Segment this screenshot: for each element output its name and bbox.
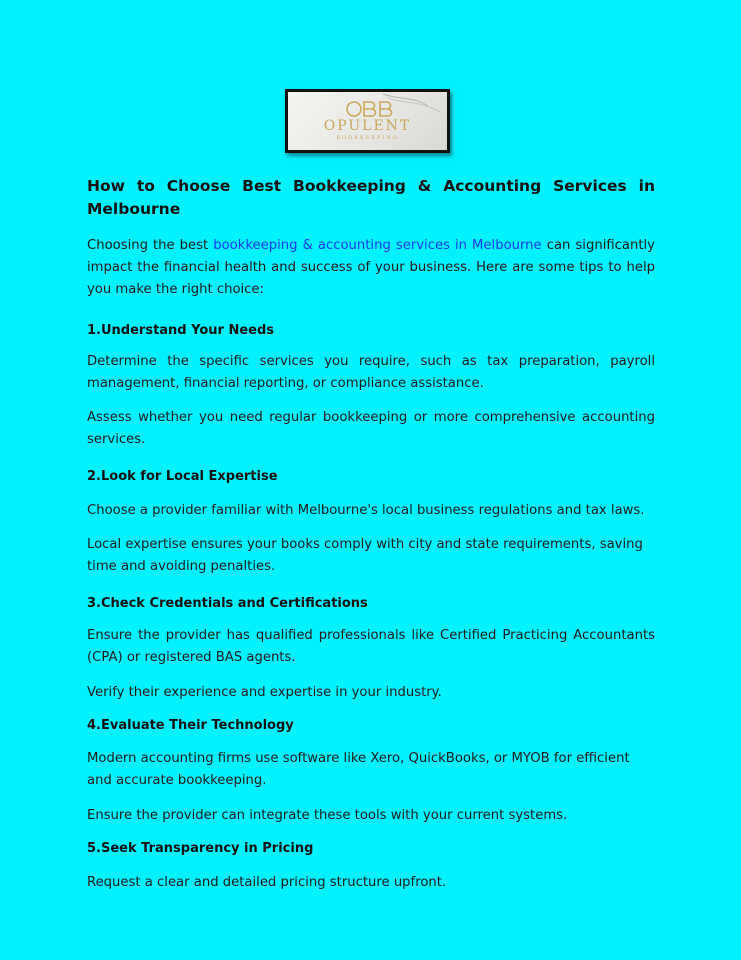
- section-5-paragraph-1: Request a clear and detailed pricing structure upfront.: [87, 875, 447, 890]
- logo-wordmark: OPULENT: [323, 118, 412, 134]
- section-heading-2: 2.Look for Local Expertise: [87, 469, 278, 484]
- intro-text-after: can significantly impact the financial health and success of your business. Here are some tips to help you make the right choice:: [87, 238, 655, 297]
- section-1-paragraph-2: Assess whether you need regular bookkeeping or more comprehensive accounting services.: [87, 410, 655, 447]
- section-heading-4: 4.Evaluate Their Technology: [87, 718, 294, 733]
- section-1-paragraph-1: Determine the specific services you require, such as tax preparation, payroll management, financial reporting, or compliance assistance.: [87, 354, 655, 391]
- section-heading-1: 1.Understand Your Needs: [87, 323, 275, 338]
- services-link[interactable]: bookkeeping & accounting services in Melbourne: [213, 238, 542, 253]
- section-3-paragraph-2: Verify their experience and expertise in your industry.: [87, 685, 442, 700]
- page-title: How to Choose Best Bookkeeping & Accounting Services in Melbourne: [87, 177, 655, 218]
- logo-tagline: BOOKKEEPING: [336, 135, 399, 141]
- article-body: [87, 175, 655, 894]
- section-2-paragraph-2: Local expertise ensures your books comply with city and state requirements, saving time and avoiding penalties.: [87, 537, 643, 574]
- section-4-paragraph-1: Modern accounting firms use software like Xero, QuickBooks, or MYOB for efficient and accurate bookkeeping.: [87, 751, 630, 788]
- section-heading-3: 3.Check Credentials and Certifications: [87, 596, 368, 611]
- section-3-paragraph-1: Ensure the provider has qualified professionals like Certified Practicing Accountants (CPA) or registered BAS agents.: [87, 628, 655, 665]
- section-2-paragraph-1: Choose a provider familiar with Melbourne's local business regulations and tax laws.: [87, 503, 645, 518]
- company-logo: [285, 89, 450, 153]
- section-4-paragraph-2: Ensure the provider can integrate these tools with your current systems.: [87, 808, 568, 823]
- intro-paragraph: [87, 235, 655, 301]
- section-heading-5: 5.Seek Transparency in Pricing: [87, 841, 314, 856]
- monogram-icon: [347, 102, 392, 116]
- intro-text-before: Choosing the best: [87, 238, 214, 253]
